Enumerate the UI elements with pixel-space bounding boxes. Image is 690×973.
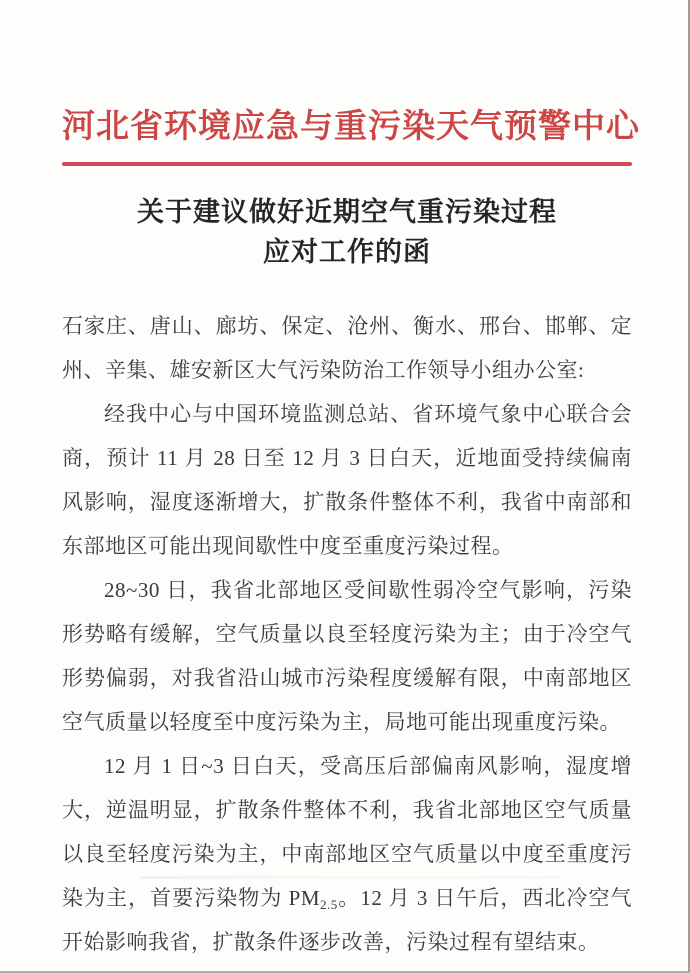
document-title-line-1: 关于建议做好近期空气重污染过程 (137, 197, 557, 228)
pm25-subscript: 2.5 (320, 897, 338, 913)
paragraph-dec-1-3-outlook (62, 744, 632, 964)
paragraph-dec-1-3-text: 12 月 1 日~3 日白天，受高压后部偏南风影响，湿度增大，逆温明显，扩散条件整体不利，我省北部地区空气质量以良至轻度污染为主，中南部地区空气质量以中度至重度污染为主，首要污染物为 PM (62, 754, 632, 911)
paragraph-forecast-overview: 经我中心与中国环境监测总站、省环境气象中心联合会商，预计 11 月 28 日至 12 月 3 日白天，近地面受持续偏南风影响，湿度逐渐增大，扩散条件整体不利，我省中南部和东部地区可能出现间歇性中度至重度污染过程。 (62, 402, 632, 559)
document-title-line-2: 应对工作的函 (263, 237, 431, 268)
recipients-line: 石家庄、唐山、廊坊、保定、沧州、衡水、邢台、邯郸、定州、辛集、雄安新区大气污染防治工作领导小组办公室: (62, 314, 632, 383)
letterhead-org-name: 河北省环境应急与重污染天气预警中心 (62, 109, 640, 145)
letterhead-divider-rule (62, 162, 632, 166)
letter-body (62, 304, 632, 964)
document-title (62, 192, 632, 272)
paragraph-dec-1-3-tail: 。12 月 3 日午后，西北冷空气开始影响我省，扩散条件逐步改善，污染过程有望结束。 (62, 886, 632, 955)
paragraph-nov-28-30-outlook: 28~30 日，我省北部地区受间歇性弱冷空气影响，污染形势略有缓解，空气质量以良至轻度污染为主；由于冷空气形势偏弱，对我省沿山城市污染程度缓解有限，中南部地区空气质量以轻度至中度污染为主，局地可能出现重度污染。 (62, 578, 632, 735)
